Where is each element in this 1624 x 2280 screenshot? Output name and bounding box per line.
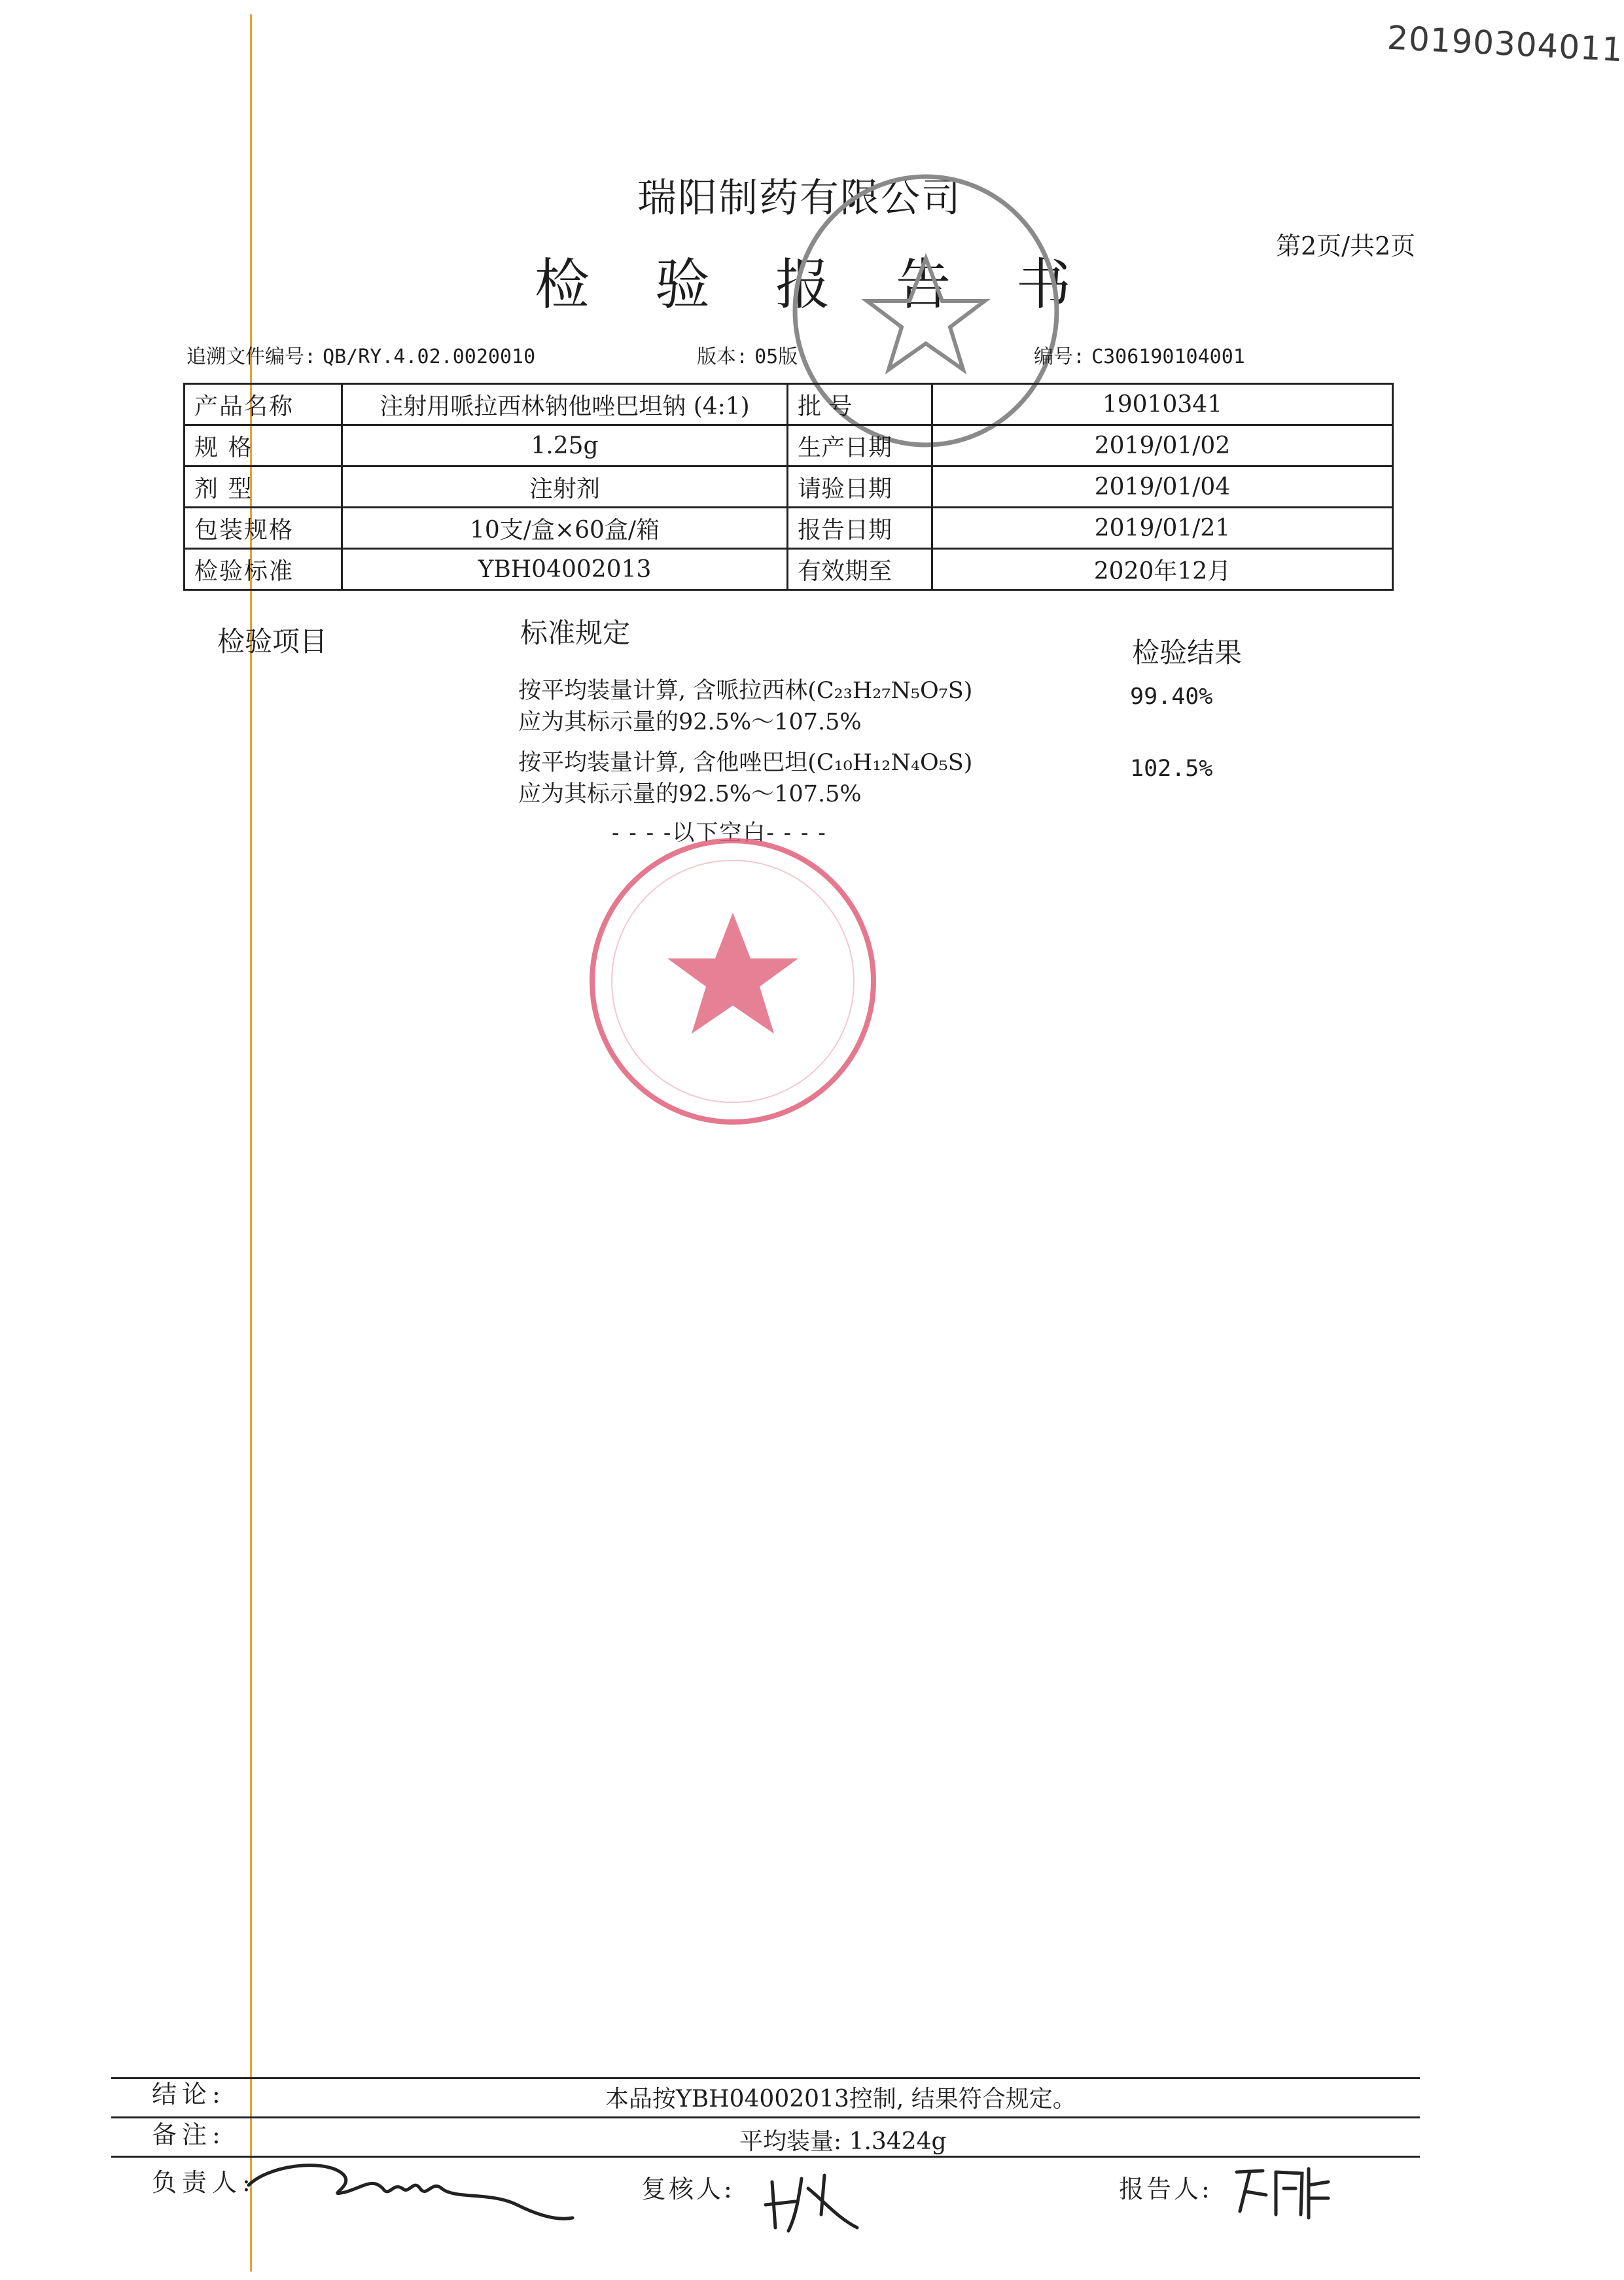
info-row [185,508,1393,549]
reporter-label: 报告人: [1119,2175,1212,2203]
footer-rule [111,2116,1420,2118]
info-cell-value2: 2019/01/21 [932,508,1393,549]
info-cell-label: 包装规格 [185,508,342,549]
info-row [185,466,1393,508]
info-cell-label2: 有效期至 [788,549,932,590]
version-label: 版本: [697,345,749,368]
conclusion-value: 本品按YBH04002013控制, 结果符合规定。 [605,2086,1076,2113]
info-row [185,425,1393,466]
info-cell-value2: 2019/01/02 [932,425,1393,466]
handwritten-serial: 20190304011 [1386,18,1624,69]
info-cell-value: 10支/盒×60盒/箱 [342,508,788,549]
reporter-signature [1230,2159,1335,2224]
number-value: C306190104001 [1091,345,1245,368]
info-cell-label: 产品名称 [185,384,342,425]
info-cell-value: YBH04002013 [342,549,788,590]
star-icon [867,258,985,370]
test-standard-1: 按平均装量计算, 含哌拉西林(C₂₃H₂₇N₅O₇S) 应为其标示量的92.5%～107.5% [518,678,973,735]
number-label: 编号: [1034,345,1086,368]
responsible-signature [242,2152,582,2231]
responsible-label: 负责人: [152,2168,256,2197]
info-cell-label: 剂 型 [185,466,342,508]
info-cell-value2: 19010341 [932,384,1393,425]
info-cell-label: 规 格 [185,425,342,466]
blank-note: - - - -以下空白- - - - [612,820,827,846]
info-cell-value2: 2019/01/04 [932,466,1393,508]
page-info: 第2页/共2页 [1276,232,1416,260]
remark-label: 备注: [152,2120,226,2149]
report-title: 检验报告书 [534,253,1137,317]
product-info-table [183,383,1394,591]
info-cell-label2: 生产日期 [788,425,932,466]
reviewer-signature [759,2156,870,2241]
column-result: 检验结果 [1132,637,1243,669]
info-cell-label2: 批 号 [788,384,932,425]
footer-rule [111,2077,1420,2079]
trace-label: 追溯文件编号: [186,345,317,368]
info-cell-value: 注射用哌拉西林钠他唑巴坦钠 (4:1) [342,384,788,425]
column-item: 检验项目 [217,625,328,658]
info-cell-label2: 报告日期 [788,508,932,549]
info-cell-value: 注射剂 [342,466,788,508]
info-row [185,549,1393,590]
column-standard: 标准规定 [520,617,631,649]
red-stamp [579,828,887,1135]
star-icon [667,913,798,1034]
info-cell-value: 1.25g [342,425,788,466]
test-result-1: 99.40% [1130,684,1213,710]
test-standard-2: 按平均装量计算, 含他唑巴坦(C₁₀H₁₂N₄O₅S) 应为其标示量的92.5%～107.5% [518,750,973,807]
reviewer-label: 复核人: [641,2175,735,2203]
info-cell-value2: 2020年12月 [932,549,1393,590]
info-cell-label: 检验标准 [185,549,342,590]
trace-value: QB/RY.4.02.0020010 [323,345,536,368]
version-value: 05版 [754,345,798,368]
info-row [185,384,1393,425]
info-cell-label2: 请验日期 [788,466,932,508]
remark-value: 平均装量: 1.3424g [739,2128,947,2155]
conclusion-label: 结论: [152,2080,226,2109]
test-result-2: 102.5% [1130,756,1213,782]
company-name: 瑞阳制药有限公司 [637,175,962,221]
